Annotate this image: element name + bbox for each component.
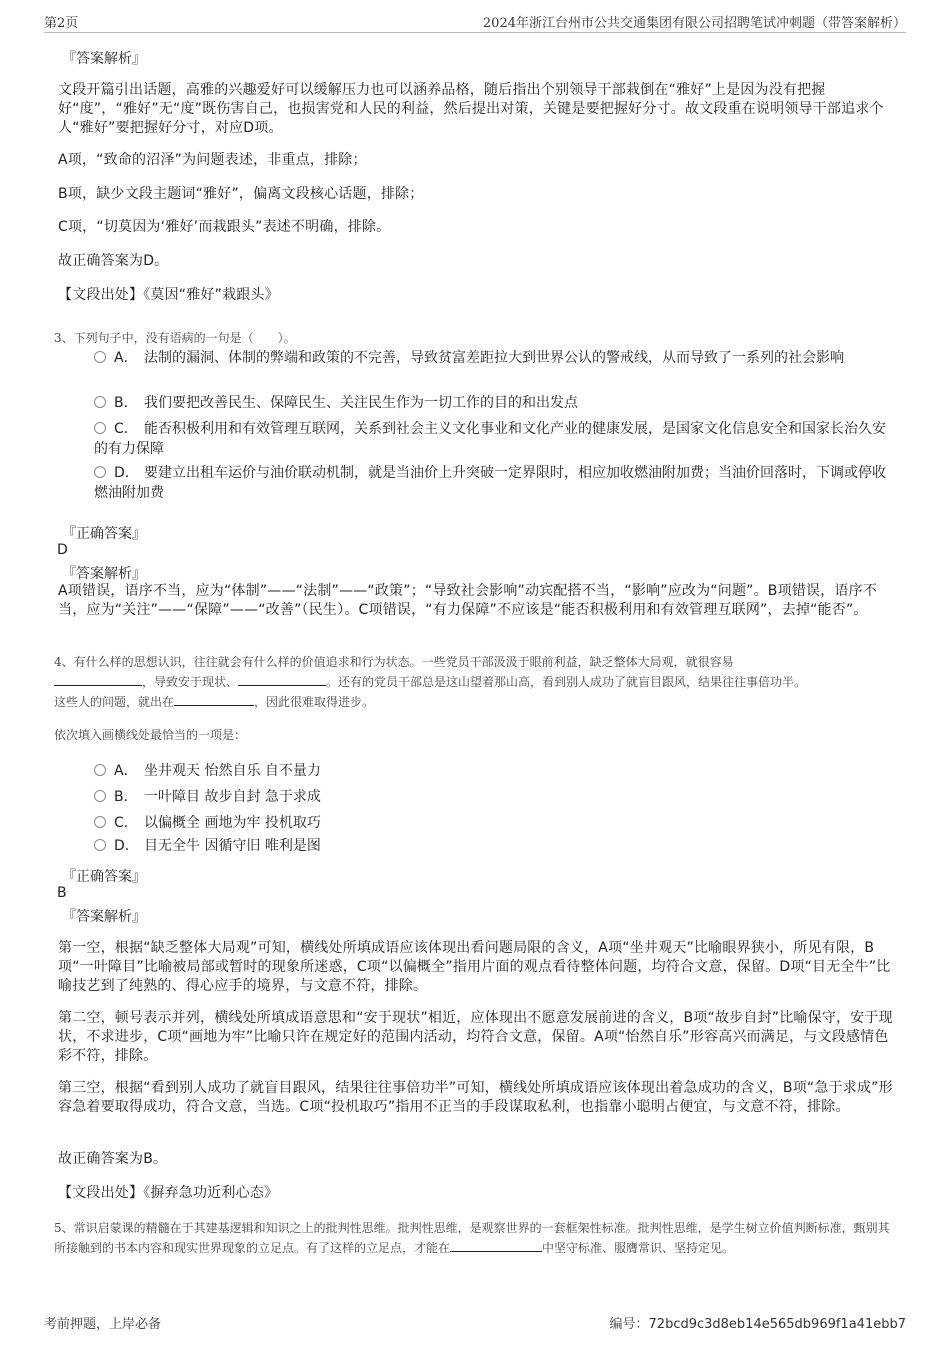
analysis-paragraph: 文段开篇引出话题，高雅的兴趣爱好可以缓解压力也可以涵养品格，随后指出个别领导干部栽倒在“雅好”上是因为没有把握好“度”，“雅好”无“度”既伤害自己，也损害党和人民的利益，然后提出对策，关键是要把握好分寸。故文段重在说明领导干部追求个人“雅好”要把握好分寸，对应D项。 — [58, 82, 884, 136]
fill-blank — [54, 673, 142, 686]
option-a[interactable]: A． 法制的漏洞、体制的弊端和政策的不完善，导致贫富差距拉大到世界公认的警戒线，从而导致了一系列的社会影响 — [94, 348, 894, 368]
question-stem: 4、有什么样的思想认识，往往就会有什么样的价值追求和行为状态。一些党员干部汲汲于眼前利益，缺乏整体大局观，就很容易 ，导致安于现状、 。还有的党员干部总是这山望着那山高，看到别人成功了就盲目跟风，结果往往事倍功半。 这些人的问题，就出在 ，因此很难取得进步。 — [54, 655, 807, 709]
answer-summary: 故正确答案为B。 — [58, 1151, 168, 1167]
option-c[interactable]: C． 能否积极利用和有效管理互联网，关系到社会主义文化事业和文化产业的健康发展，是国家文化信息安全和国家长治久安的有力保障 — [94, 421, 886, 457]
correct-answer: B — [57, 885, 67, 901]
radio-button[interactable] — [94, 790, 106, 802]
option-a[interactable]: A． 坐井观天 怡然自乐 自不量力 — [94, 761, 894, 781]
radio-button[interactable] — [94, 816, 106, 828]
footer-slogan: 考前押题，上岸必备 — [44, 1317, 162, 1332]
question-stem: 5、常识启蒙课的精髓在于其建基逻辑和知识之上的批判性思维。批判性思维，是观察世界的一套框架性标准。批判性思维，是学生树立价值判断标准，甄别其所接触到的书本内容和现实世界现象的立足点。有了这样的立足点，才能在 中坚守标准、服膺常识、坚持定见。 — [54, 1221, 890, 1255]
radio-button[interactable] — [94, 764, 106, 776]
analysis-paragraph: 第三空，根据“看到别人成功了就盲目跟风，结果往往事倍功半”可知，横线处所填成语应该体现出着急成功的含义，B项“急于求成”形容急着要取得成功，符合文意，当选。C项“投机取巧”指用不正当的手段谋取私利，也指靠小聪明占便宜，与文意不符，排除。 — [58, 1080, 893, 1115]
radio-button[interactable] — [94, 466, 106, 478]
option-d[interactable]: D． 目无全牛 因循守旧 唯利是图 — [94, 836, 894, 856]
source-citation: 【文段出处】《莫因“雅好”栽跟头》 — [58, 287, 279, 303]
option-b[interactable]: B． 一叶障目 故步自封 急于求成 — [94, 787, 894, 807]
analysis-paragraph: 第二空，顿号表示并列，横线处所填成语意思和“安于现状”相近，应体现出不愿意发展前进的含义，B项“故步自封”比喻保守，安于现状，不求进步，C项“画地为牢”比喻只许在规定好的范围内活动，均符合文意，保留。A项“怡然自乐”形容高兴而满足，与文段感情色彩不符，排除。 — [58, 1010, 893, 1064]
analysis-paragraph: C项，“切莫因为‘雅好’而栽跟头”表述不明确，排除。 — [58, 219, 391, 235]
source-citation: 【文段出处】《摒弃急功近利心态》 — [58, 1185, 279, 1201]
analysis-label: 『答案解析』 — [62, 566, 146, 582]
option-b[interactable]: B． 我们要把改善民生、保障民生、关注民生作为一切工作的目的和出发点 — [94, 393, 894, 413]
document-code: 编号：72bcd9c3d8eb14e565db969f1a41ebb7 — [609, 1317, 906, 1332]
fill-blank — [174, 693, 254, 706]
analysis-label: 『答案解析』 — [62, 909, 146, 925]
radio-button[interactable] — [94, 422, 106, 434]
radio-button[interactable] — [94, 351, 106, 363]
answer-summary: 故正确答案为D。 — [58, 253, 169, 269]
page-number: 第2页 — [44, 16, 79, 31]
question-stem: 3、下列句子中，没有语病的一句是（ ）。 — [54, 331, 296, 345]
correct-answer: D — [57, 542, 68, 558]
question-prompt: 依次填入画横线处最恰当的一项是： — [54, 728, 247, 742]
analysis-paragraph: A项错误，语序不当，应为“体制”——“法制”——“政策”；“导致社会影响”动宾配搭不当，“影响”应改为“问题”。B项错误，语序不当，应为“关注”——“保障”——“改善”（民生）。C项错误，“有力保障”不应该是“能否积极利用和有效管理互联网”，去掉“能否”。 — [58, 583, 878, 618]
option-c[interactable]: C． 以偏概全 画地为牢 投机取巧 — [94, 813, 894, 833]
page-header — [44, 10, 906, 33]
analysis-paragraph: 第一空，根据“缺乏整体大局观”可知，横线处所填成语应该体现出看问题局限的含义，A项“坐井观天”比喻眼界狭小，所见有限，B项“一叶障目”比喻被局部或暂时的现象所迷惑，C项“以偏概全”指用片面的观点看待整体问题，均符合文意，保留。D项“目无全牛”比喻技艺到了纯熟的、得心应手的境界，与文意不符，排除。 — [58, 940, 891, 994]
fill-blank — [450, 1239, 542, 1252]
correct-answer-label: 『正确答案』 — [62, 869, 146, 885]
option-d[interactable]: D． 要建立出租车运价与油价联动机制，就是当油价上升突破一定界限时，相应加收燃油附加费；当油价回落时，下调或停收燃油附加费 — [94, 465, 886, 501]
fill-blank — [238, 673, 326, 686]
radio-button[interactable] — [94, 839, 106, 851]
analysis-paragraph: B项，缺少文段主题词“雅好”，偏离文段核心话题，排除； — [58, 186, 424, 202]
analysis-label: 『答案解析』 — [62, 51, 146, 67]
correct-answer-label: 『正确答案』 — [62, 526, 146, 542]
analysis-paragraph: A项，“致命的沼泽”为问题表述，非重点，排除； — [58, 152, 367, 168]
document-title: 2024年浙江台州市公共交通集团有限公司招聘笔试冲刺题（带答案解析） — [482, 16, 906, 31]
radio-button[interactable] — [94, 396, 106, 408]
page-footer — [44, 1310, 906, 1332]
